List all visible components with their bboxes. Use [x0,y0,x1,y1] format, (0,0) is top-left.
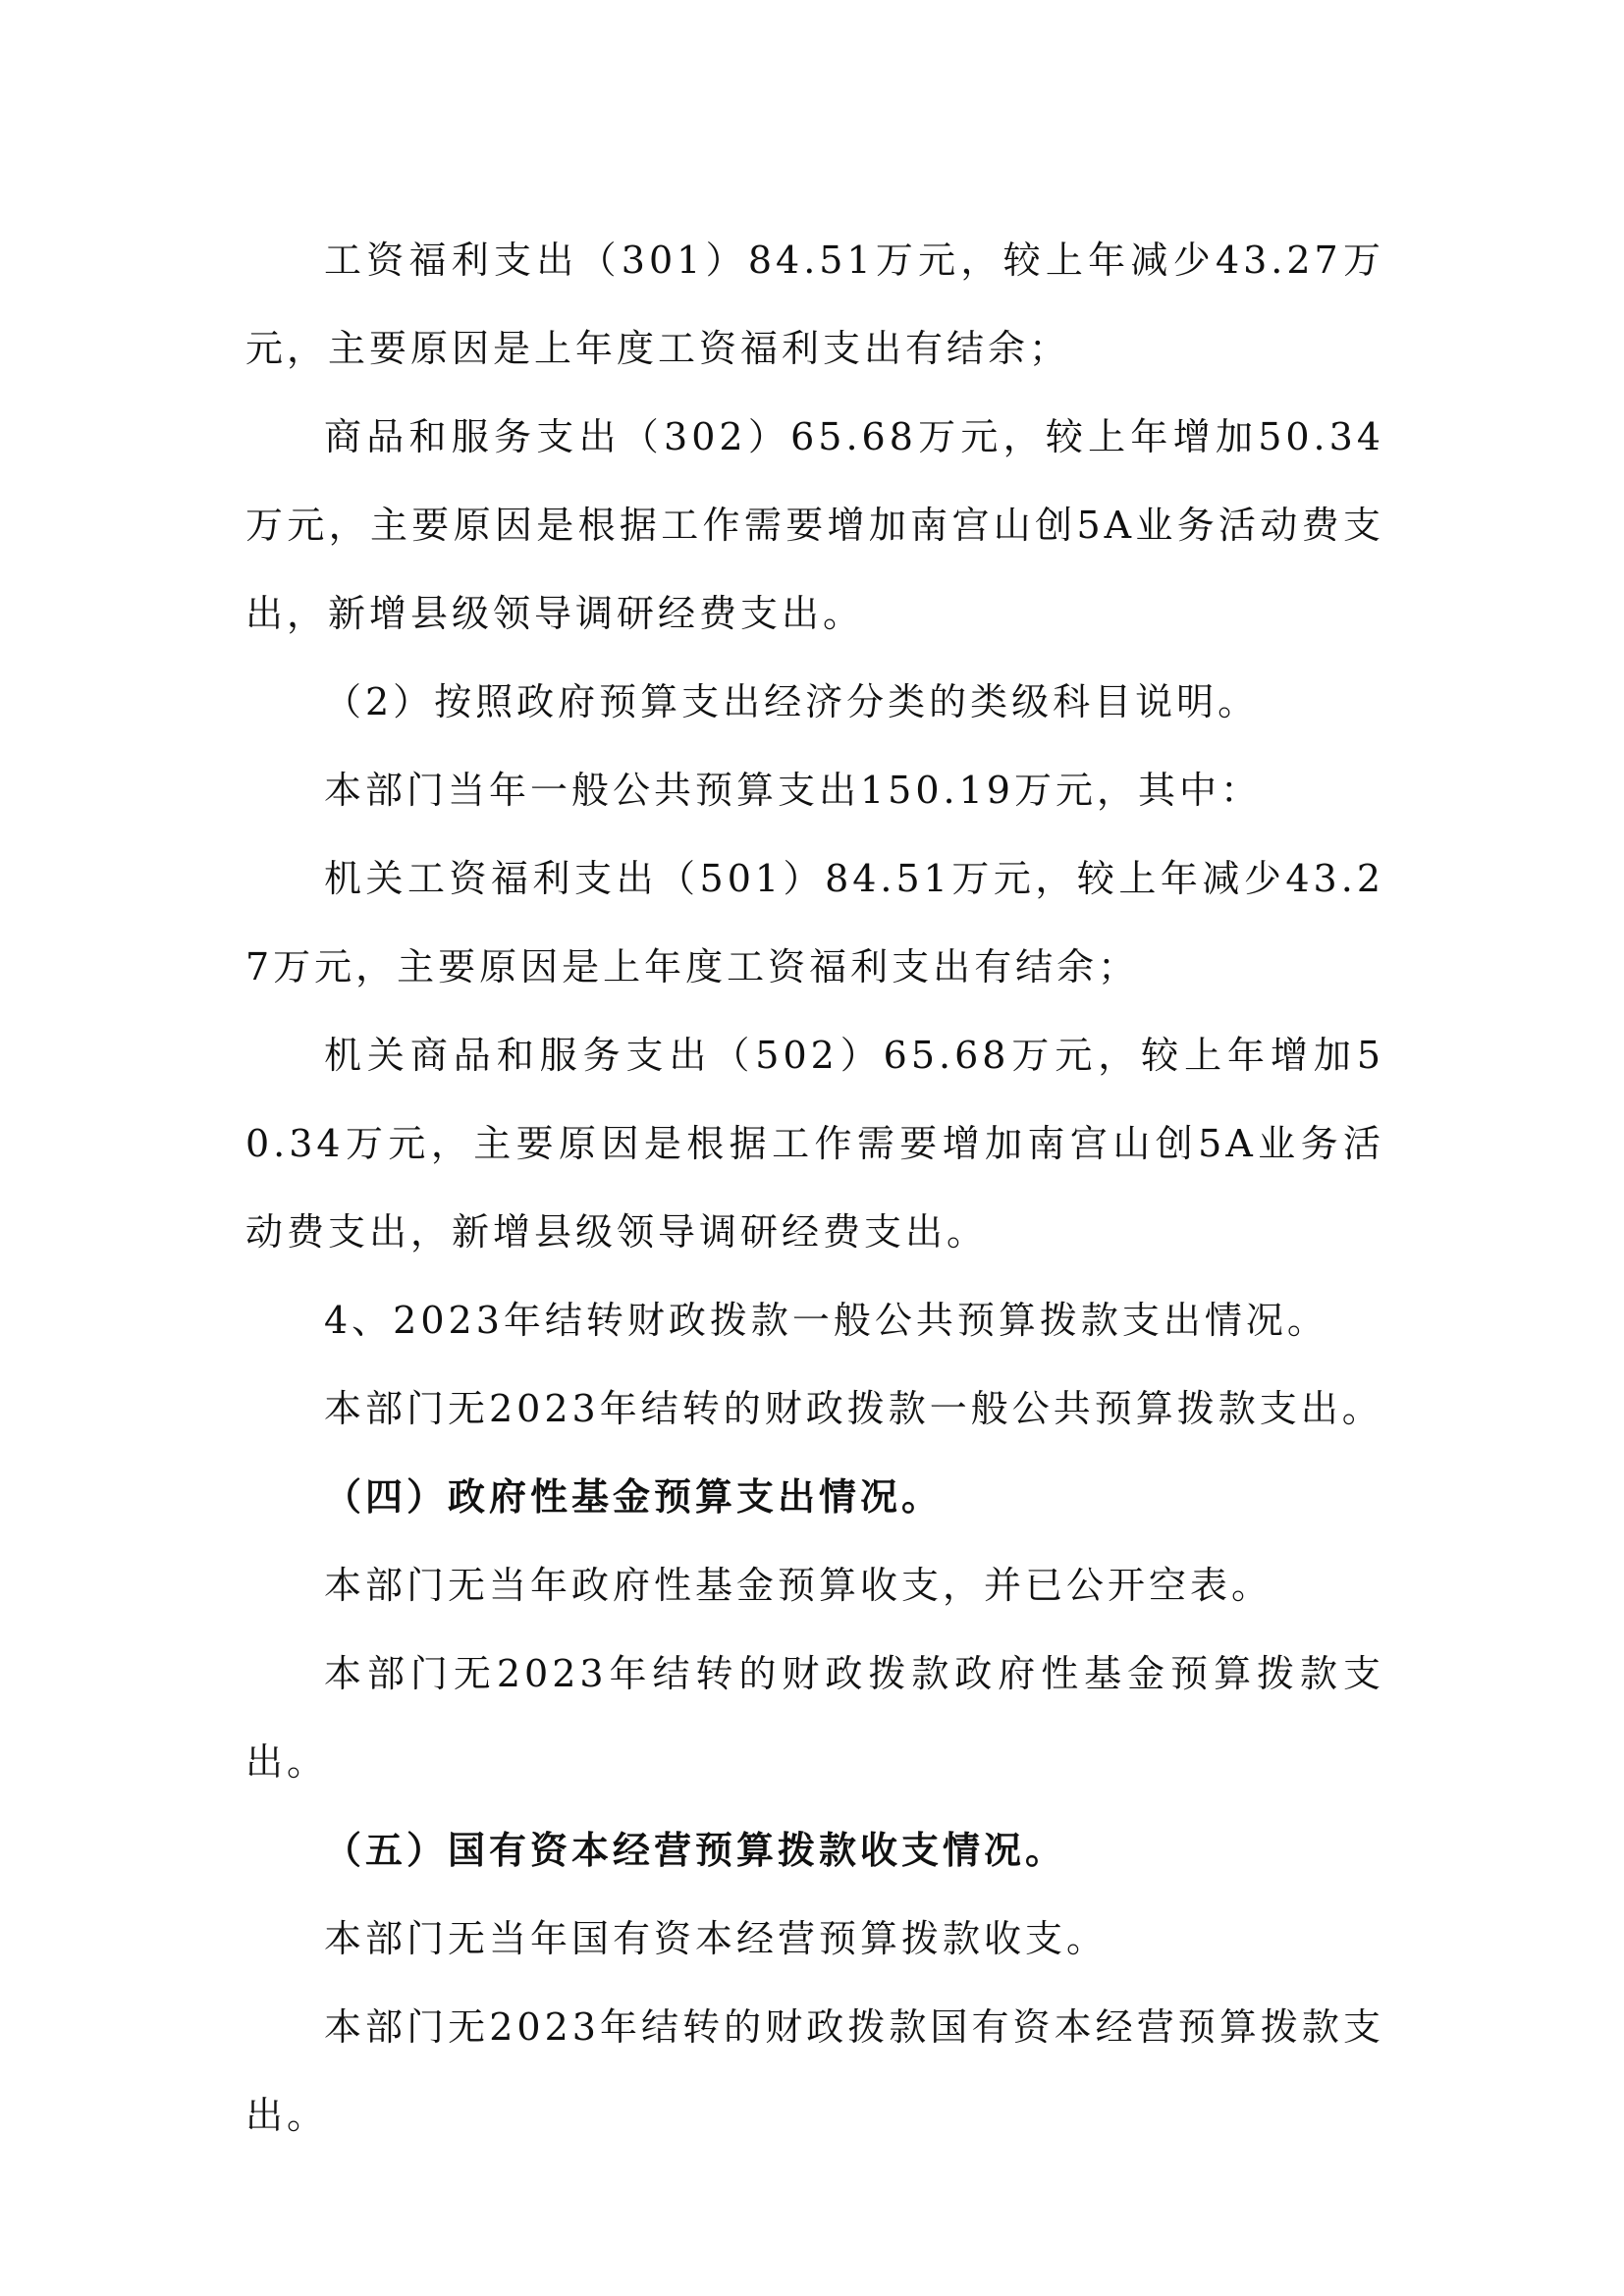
document-body [245,216,1384,2160]
paragraph-state-capital-none: 本部门无当年国有资本经营预算拨款收支。 [324,1917,1109,1960]
paragraph-carryover-heading: 4、2023年结转财政拨款一般公共预算拨款支出情况。 [324,1299,1328,1342]
paragraph-agency-goods-services: 机关商品和服务支出（502）65.68万元，较上年增加50.34万元，主要原因是根据工作需要增加南宫山创5A业务活动费支出，新增县级领导调研经费支出。 [245,1034,1384,1254]
paragraph-classification-note: （2）按照政府预算支出经济分类的类级科目说明。 [324,680,1260,723]
paragraph-carryover-none: 本部门无2023年结转的财政拨款一般公共预算拨款支出。 [324,1387,1383,1430]
paragraph-state-capital-carryover-none: 本部门无2023年结转的财政拨款国有资本经营预算拨款支出。 [245,2005,1384,2137]
paragraph-fund-carryover-none: 本部门无2023年结转的财政拨款政府性基金预算拨款支出。 [245,1652,1384,1784]
paragraph-agency-wage-welfare: 机关工资福利支出（501）84.51万元，较上年减少43.27万元，主要原因是上年度工资福利支出有结余； [245,857,1384,988]
section-heading-state-capital: （五）国有资本经营预算拨款收支情况。 [324,1828,1067,1872]
paragraph-general-budget-total: 本部门当年一般公共预算支出150.19万元，其中： [324,769,1262,812]
paragraph-fund-budget-none: 本部门无当年政府性基金预算收支，并已公开空表。 [324,1564,1273,1607]
paragraph-wage-welfare: 工资福利支出（301）84.51万元，较上年减少43.27万元，主要原因是上年度工资福利支出有结余； [245,239,1384,370]
paragraph-goods-services: 商品和服务支出（302）65.68万元，较上年增加50.34万元，主要原因是根据工作需要增加南宫山创5A业务活动费支出，新增县级领导调研经费支出。 [245,415,1384,635]
section-heading-fund-budget: （四）政府性基金预算支出情况。 [324,1474,944,1519]
